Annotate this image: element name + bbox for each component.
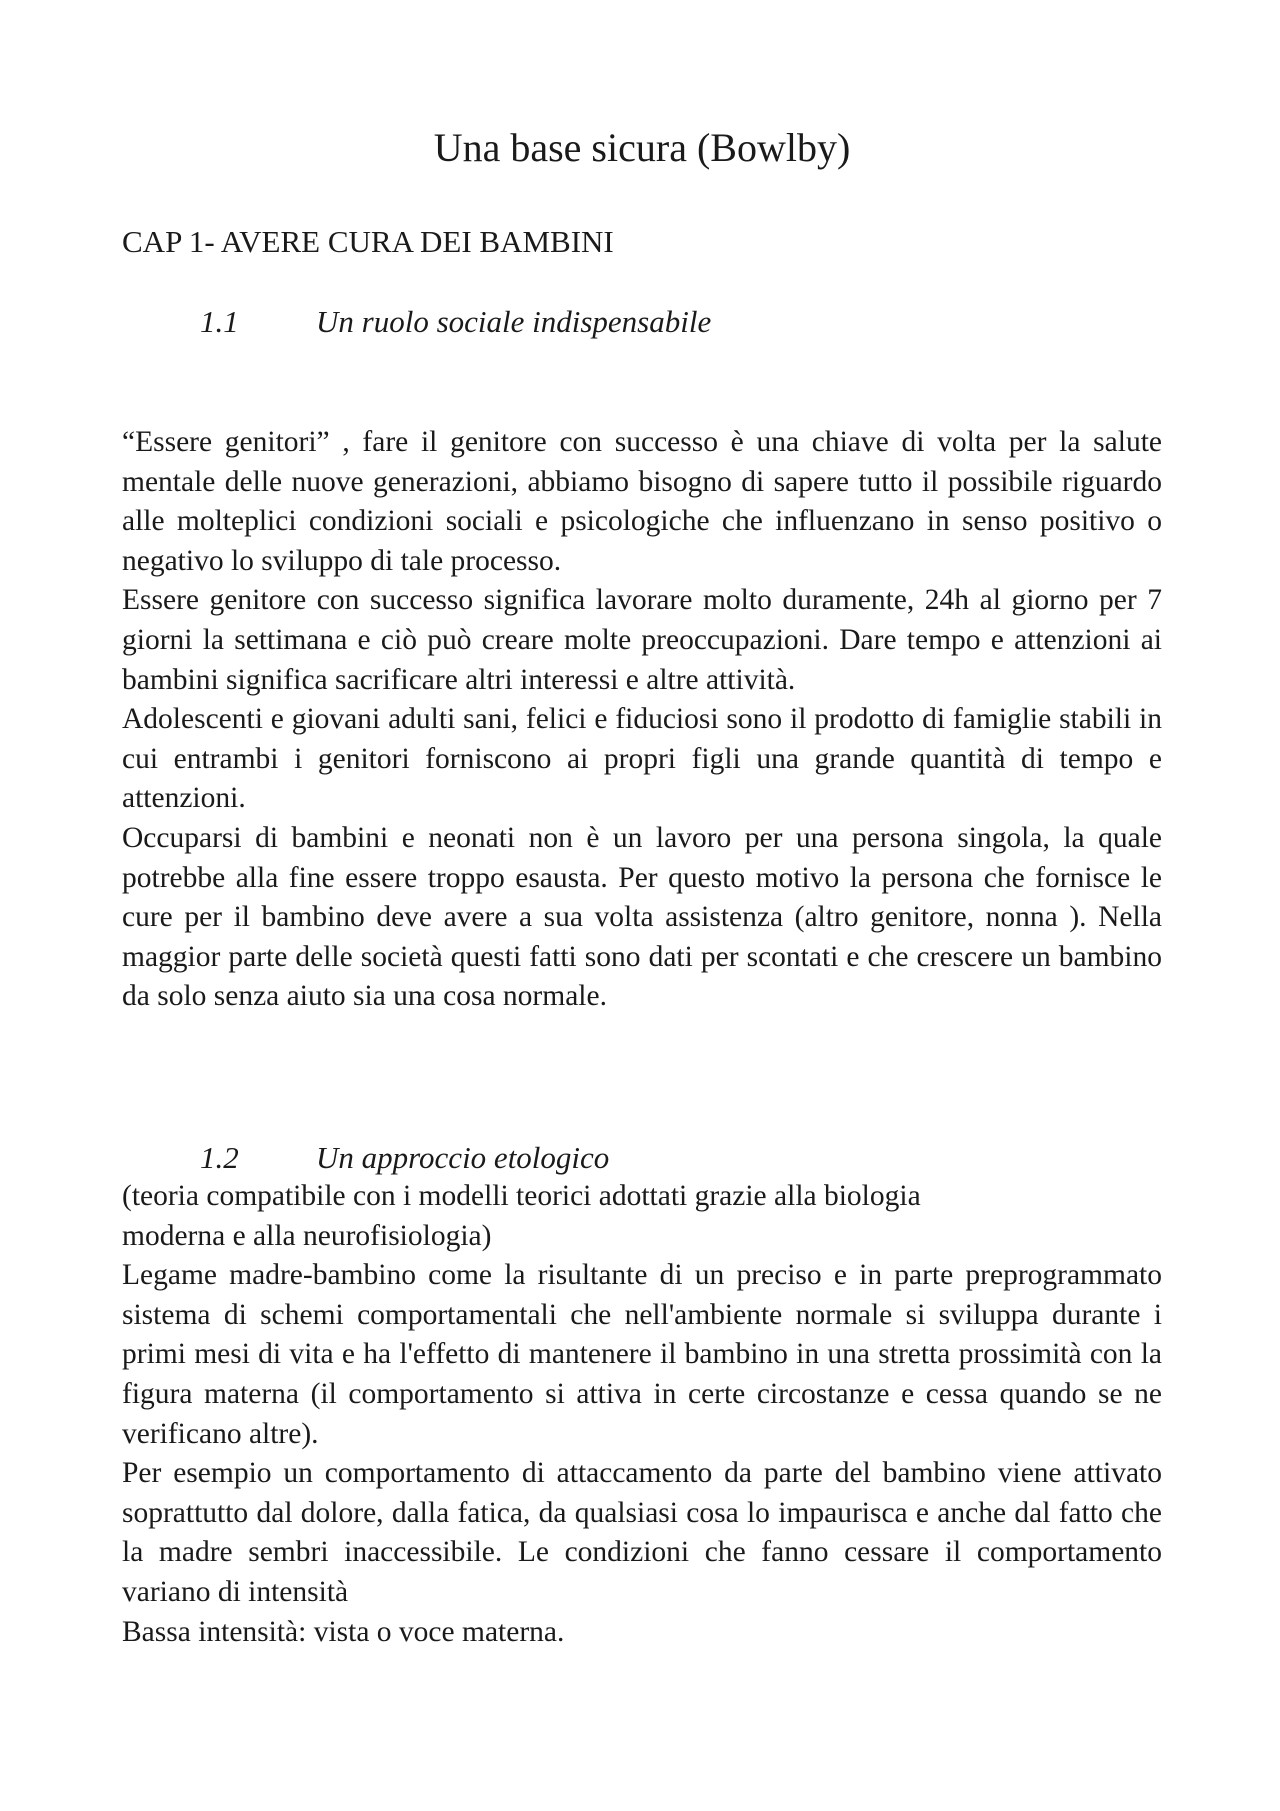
- section-title: Un approccio etologico: [316, 1140, 610, 1175]
- section-number: 1.2: [200, 1140, 239, 1175]
- section-heading-1-2: [200, 1138, 609, 1178]
- paragraph: Bassa intensità: vista o voce materna.: [122, 1615, 565, 1648]
- section-1-1-body: [122, 423, 1162, 1017]
- paragraph: Legame madre-bambino come la risultante di un preciso e in parte preprogrammato sistema di schemi comportamentali che nell'ambiente normale si sviluppa durante i primi mesi di vita e ha l'effetto di mantenere il bambino in una stretta prossimità con la figura materna (il comportamento si attiva in certe circostanze e cessa quando se ne verificano altre).: [122, 1259, 1162, 1450]
- chapter-heading: CAP 1- AVERE CURA DEI BAMBINI: [122, 224, 614, 259]
- note-line: (teoria compatibile con i modelli teorici adottati grazie alla biologia: [122, 1180, 921, 1212]
- section-number: 1.1: [200, 304, 239, 339]
- section-title: Un ruolo sociale indispensabile: [316, 304, 712, 339]
- document-title: Una base sicura (Bowlby): [433, 125, 851, 170]
- paragraph: Per esempio un comportamento di attaccamento da parte del bambino viene attivato soprattutto dal dolore, dalla fatica, da qualsiasi cosa lo impaurisca e anche dal fatto che la madre sembri inaccessibile. Le condizioni che fanno cessare il comportamento variano di intensità: [122, 1457, 1162, 1608]
- section-1-2-body: [122, 1177, 1162, 1652]
- section-heading-1-1: [200, 302, 711, 342]
- note-line: moderna e alla neurofisiologia): [122, 1219, 492, 1252]
- section-note: [122, 1177, 1162, 1256]
- paragraph: Occuparsi di bambini e neonati non è un lavoro per una persona singola, la quale potrebbe alla fine essere troppo esausta. Per questo motivo la persona che fornisce le cure per il bambino deve avere a sua volta assistenza (altro genitore, nonna ). Nella maggior parte delle società questi fatti sono dati per scontati e che crescere un bambino da solo senza aiuto sia una cosa normale.: [122, 821, 1162, 1013]
- paragraph: “Essere genitori” , fare il genitore con successo è una chiave di volta per la salute mentale delle nuove generazioni, abbiamo bisogno di sapere tutto il possibile riguardo alle molteplici condizioni sociali e psicologiche che influenzano in senso positivo o negativo lo sviluppo di tale processo.: [122, 426, 1162, 577]
- paragraph: Essere genitore con successo significa lavorare molto duramente, 24h al giorno per 7 giorni la settimana e ciò può creare molte preoccupazioni. Dare tempo e attenzioni ai bambini significa sacrificare altri interessi e altre attività.: [122, 584, 1162, 696]
- paragraph: Adolescenti e giovani adulti sani, felici e fiduciosi sono il prodotto di famiglie stabili in cui entrambi i genitori forniscono ai propri figli una grande quantità di tempo e attenzioni.: [122, 703, 1162, 815]
